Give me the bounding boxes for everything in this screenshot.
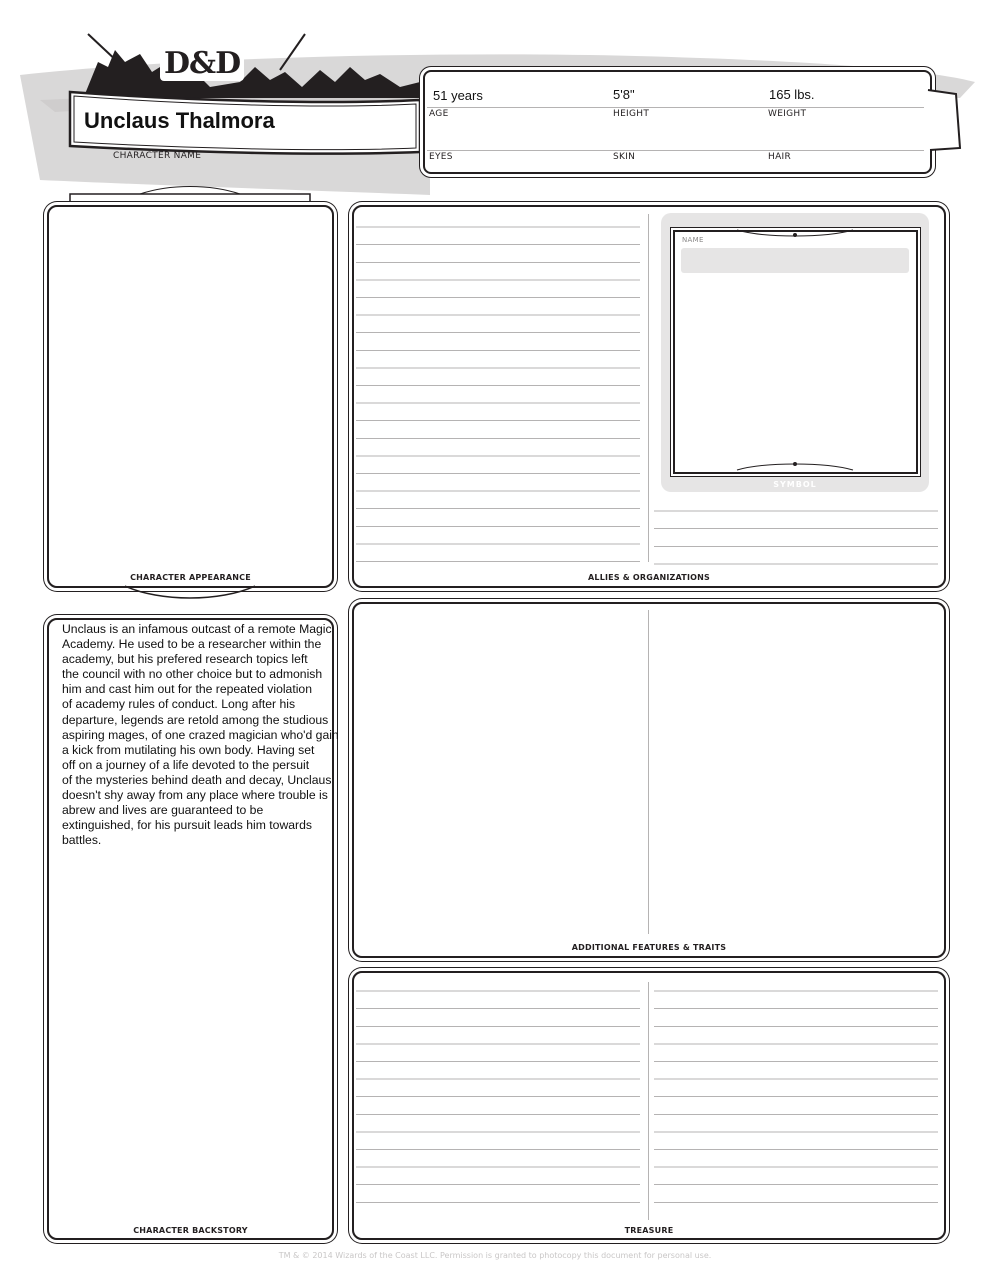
dnd-logo: D&D — [160, 46, 244, 81]
backstory-line: Unclaus is an infamous outcast of a remote Magic — [62, 622, 332, 636]
allies-ruled-lines-left[interactable] — [356, 210, 640, 565]
weight-label: WEIGHT — [768, 109, 807, 119]
backstory-text[interactable] — [62, 622, 362, 848]
allies-ruled-lines-right[interactable] — [654, 494, 938, 565]
character-backstory-label: CHARACTER BACKSTORY — [133, 1226, 248, 1235]
backstory-line: the council with no other choice but to admonish — [62, 667, 323, 682]
treasure-ruled-lines-right[interactable] — [654, 974, 938, 1219]
backstory-line: battles. — [62, 833, 102, 848]
backstory-line: academy, but his prefered research topics left — [62, 652, 308, 667]
copyright-footer: TM & © 2014 Wizards of the Coast LLC. Permission is granted to photocopy this document for personal use. — [278, 1251, 712, 1260]
details-box — [423, 70, 932, 174]
character-appearance-label: CHARACTER APPEARANCE — [130, 573, 251, 582]
symbol-top-ornament — [735, 226, 855, 238]
backstory-line: a kick from mutilating his own body. Having set — [62, 742, 315, 757]
backstory-line: off on a journey of a life devoted to the persuit — [62, 757, 310, 772]
symbol-bottom-ornament — [735, 460, 855, 472]
height-value[interactable]: 5'8" — [613, 87, 635, 102]
character-name-label: CHARACTER NAME — [113, 151, 202, 161]
treasure-divider — [648, 982, 649, 1220]
eyes-label: EYES — [429, 152, 453, 162]
hair-label: HAIR — [768, 152, 792, 162]
weight-value[interactable]: 165 lbs. — [769, 87, 815, 102]
details-rule-1 — [427, 107, 924, 108]
features-right-area[interactable] — [652, 608, 940, 938]
backstory-line: doesn't shy away from any place where trouble is — [62, 788, 328, 803]
backstory-line: aspiring mages, of one crazed magician who'd gain — [62, 727, 339, 742]
backstory-line: Academy. He used to be a researcher within the — [62, 637, 322, 652]
org-name-label: NAME — [682, 236, 704, 244]
additional-features-label: ADDITIONAL FEATURES & TRAITS — [571, 943, 727, 952]
backstory-line: departure, legends are retold among the studious — [62, 712, 329, 727]
character-name-value[interactable]: Unclaus Thalmora — [84, 108, 275, 133]
backstory-line: of the mysteries behind death and decay, Unclaus — [62, 772, 332, 787]
backstory-line: of academy rules of conduct. Long after his — [62, 697, 296, 712]
age-value[interactable]: 51 years — [433, 88, 483, 103]
symbol-label: SYMBOL — [773, 480, 817, 489]
details-rule-2 — [427, 150, 924, 151]
character-appearance-box[interactable] — [47, 205, 334, 588]
age-label: AGE — [429, 109, 449, 119]
backstory-line: him and cast him out for the repeated violation — [62, 682, 312, 697]
org-name-field[interactable] — [681, 248, 909, 273]
appearance-bottom-arc — [120, 584, 260, 604]
treasure-ruled-lines-left[interactable] — [356, 974, 640, 1219]
skin-label: SKIN — [613, 152, 636, 162]
backstory-line: extinguished, for his pursuit leads him towards — [62, 818, 312, 833]
treasure-label: TREASURE — [624, 1226, 674, 1235]
features-left-area[interactable] — [356, 608, 644, 938]
details-scroll-end — [926, 88, 966, 158]
allies-organizations-label: ALLIES & ORGANIZATIONS — [588, 573, 710, 582]
backstory-line: abrew and lives are guaranteed to be — [62, 803, 264, 818]
features-divider — [648, 610, 649, 934]
height-label: HEIGHT — [613, 109, 650, 119]
allies-divider — [648, 214, 649, 562]
